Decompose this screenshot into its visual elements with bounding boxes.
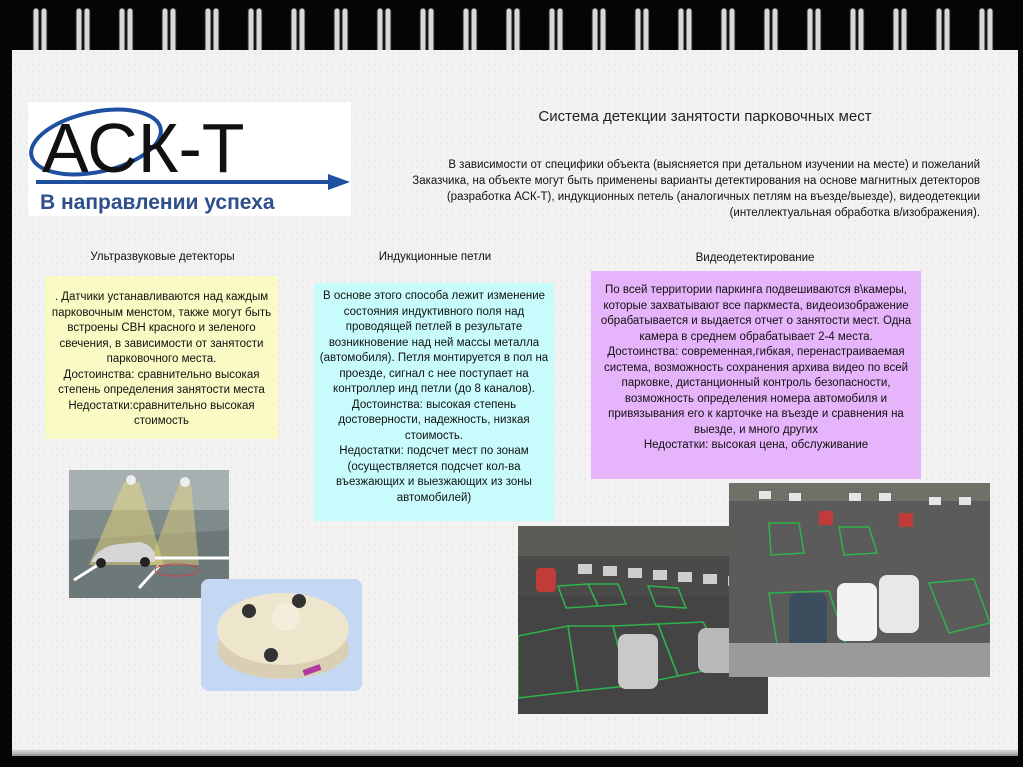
page-title: Система детекции занятости парковочных мест: [538, 108, 872, 125]
induction-description: В основе этого способа лежит изменение состояния индуктивного поля над проводящей петлей в результате возникновение над ней массы металла (автомобиля). Петля монтируется в пол на проезде, сигнал с нее поступает на контроллер инд петли (до 8 каналов). Достоинства: высокая степень достоверности, надежность, низкая стоимость. Недостатки: подсчет мест по зонам (осуществляется подсчет кол-ва въезжающих и выезжающих из зоны автомобилей): [314, 283, 554, 521]
company-logo: [28, 102, 351, 216]
heading-video: Видеодетектирование: [695, 252, 815, 264]
video-description: По всей территории паркинга подвешиваются в\камеры, которые захватывают все паркместа, видеоизображение обрабатывается и выдается отчет о занятости мест. Одна камера в среднем обрабатывает 2-4 места. Достоинства: современная,гибкая, перенастраиваемая система, возможность сохранения архива видео по всей парковке, дистанционный контроль безопасности, возможность определения номера автомобиля и привязывания его к карточке на въезде и сравнения на выезде, и много других Недостатки: высокая цена, обслуживание: [591, 271, 921, 479]
heading-induction: Индукционные петли: [378, 251, 492, 263]
video-detection-image-2: [729, 483, 990, 677]
logo-slogan-text: В направлении успеха: [40, 191, 275, 214]
ultrasonic-description: . Датчики устанавливаются над каждым парковочным менстом, также могут быть встроены СВН красного и зеленого свечения, в зависимости от занятости парковочного места. Достоинства: сравнительно высокая степень определения занятости места Недостатки:сравнительно высокая стоимость: [45, 276, 278, 439]
logo-brand-text: АСК-Т: [42, 109, 245, 187]
intro-paragraph: В зависимости от специфики объекта (выясняется при детальном изучении на месте) и пожеланий Заказчика, на объекте могут быть применены варианты детектирования на основе магнитных детекторов (разработка АСК-Т), индукционных петель (аналогичных петлям на въезде/выезде), видеодетекции (интеллектуальная обработка в/изображения).: [412, 159, 980, 219]
heading-ultrasonic: Ультразвуковые детекторы: [90, 251, 235, 263]
sensor-device-image: [201, 579, 362, 691]
